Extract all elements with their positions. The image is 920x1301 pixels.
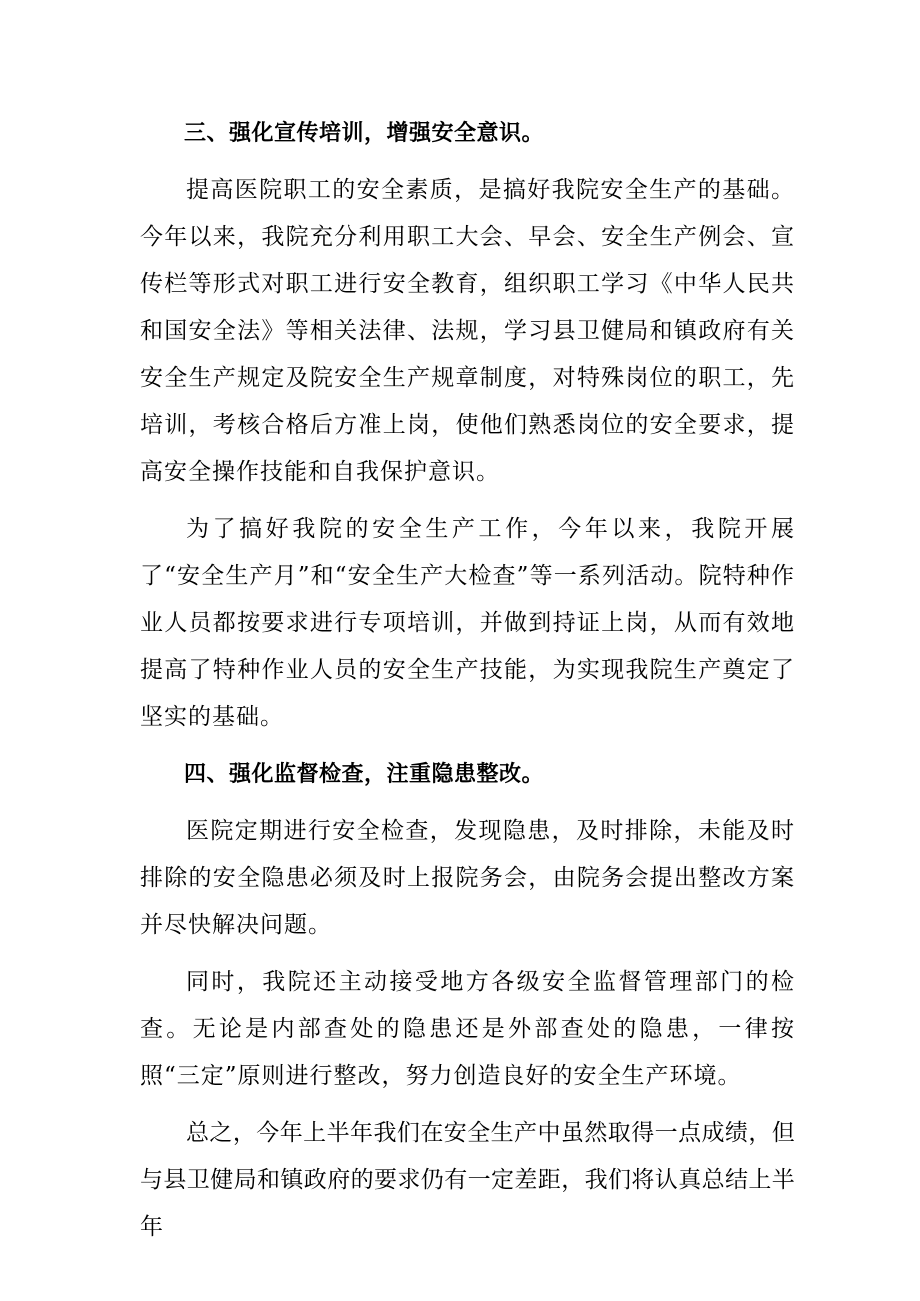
section-heading-3: 三、强化宣传培训，增强安全意识。 <box>184 121 545 146</box>
document-page <box>140 110 795 1261</box>
paragraph-summary: 总之，今年上半年我们在安全生产中虽然取得一点成绩，但与县卫健局和镇政府的要求仍有一定差距，我们将认真总结上半年 <box>140 1120 795 1240</box>
paragraph-safety-training: 提高医院职工的安全素质，是搞好我院安全生产的基础。今年以来，我院充分利用职工大会、早会、安全生产例会、宣传栏等形式对职工进行安全教育，组织职工学习《中华人民共和国安全法》等相关法律、法规，学习县卫健局和镇政府有关安全生产规定及院安全生产规章制度，对特殊岗位的职工，先培训，考核合格后方准上岗，使他们熟悉岗位的安全要求，提高安全操作技能和自我保护意识。 <box>140 177 795 485</box>
paragraph-safety-inspection: 医院定期进行安全检查，发现隐患，及时排除，未能及时排除的安全隐患必须及时上报院务会，由院务会提出整改方案并尽快解决问题。 <box>140 818 795 938</box>
section-heading-4: 四、强化监督检查，注重隐患整改。 <box>184 762 545 787</box>
paragraph-external-inspection: 同时，我院还主动接受地方各级安全监督管理部门的检查。无论是内部查处的隐患还是外部查处的隐患，一律按照“三定”原则进行整改，努力创造良好的安全生产环境。 <box>140 969 795 1089</box>
paragraph-safety-activities: 为了搞好我院的安全生产工作，今年以来，我院开展了“安全生产月”和“安全生产大检查”等一系列活动。院特种作业人员都按要求进行专项培训，并做到持证上岗，从而有效地提高了特种作业人员的安全生产技能，为实现我院生产奠定了坚实的基础。 <box>140 516 795 730</box>
